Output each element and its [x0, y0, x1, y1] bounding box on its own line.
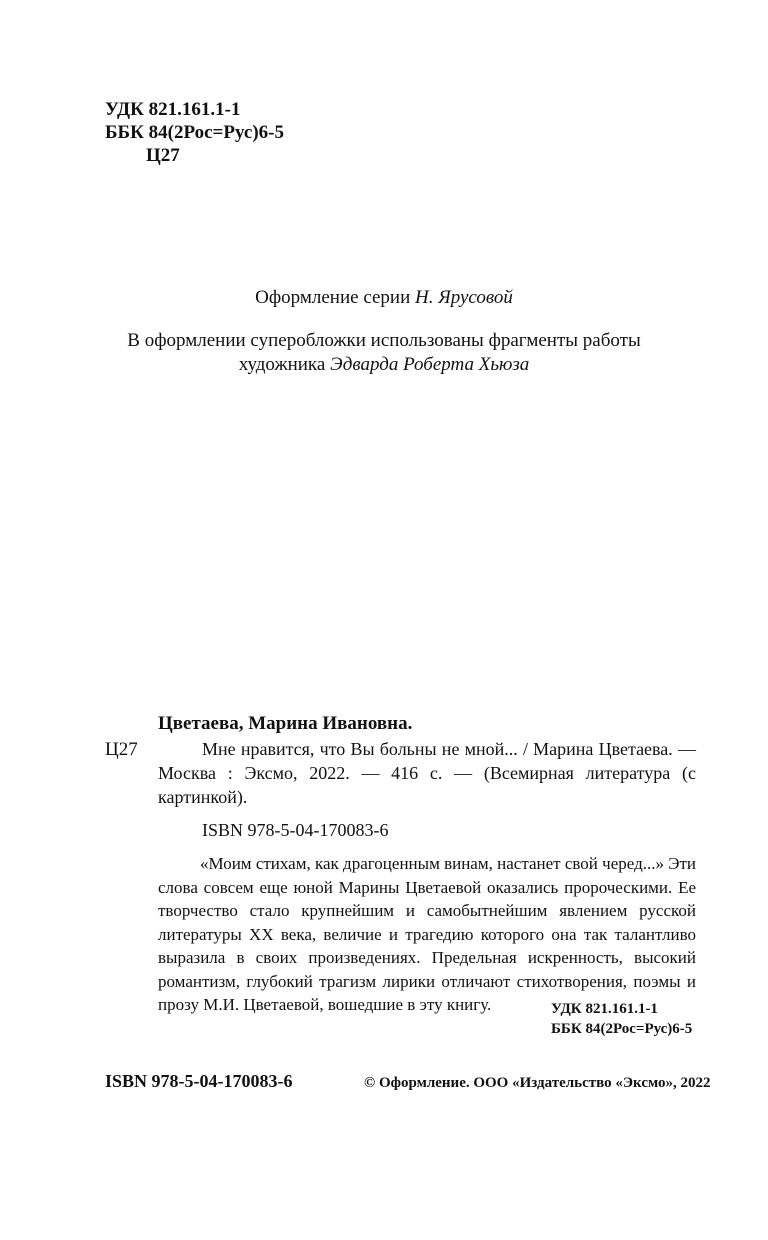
record-udk: УДК 821.161.1-1	[551, 1001, 658, 1017]
udk-code: УДК 821.161.1-1	[105, 99, 241, 120]
series-designer-name: Н. Ярусовой	[415, 287, 513, 308]
cover-credit-line2	[0, 352, 768, 378]
cover-artist-name: Эдварда Роберта Хьюза	[330, 354, 530, 375]
record-description: Мне нравится, что Вы больны не мной... / Марина Цветаева. — Москва : Эксмо, 2022. — 416 с. — (Всемирная литература (с картинкой).	[158, 739, 696, 807]
record-bbk: ББК 84(2Рос=Рус)6-5	[551, 1021, 693, 1037]
record-author-sign: Ц27	[105, 739, 138, 760]
series-design-credit	[0, 285, 768, 311]
record-annotation: «Моим стихам, как драгоценным винам, настанет свой черед...» Эти слова совсем еще юной Марины Цветаевой оказались пророческими. Ее творчество стало крупнейшим и самобытнейшим явлением русской литературы XX века, величие и трагедию которого она так талантливо выразила в своих произведениях. Предельная искренность, высокий романтизм, глубокий трагизм лирики отличают стихотворения, поэмы и прозу М.И. Цветаевой, вошедшие в эту книгу.	[158, 854, 696, 1014]
record-heading: Цветаева, Марина Ивановна.	[158, 713, 413, 734]
series-credit-prefix: Оформление серии	[255, 287, 416, 308]
author-sign: Ц27	[146, 145, 180, 166]
cover-credit-prefix: художника	[238, 354, 331, 375]
footer-isbn: ISBN 978-5-04-170083-6	[105, 1071, 293, 1091]
cover-credit-line1: В оформлении суперобложки использованы фрагменты работы	[127, 330, 641, 351]
bbk-code: ББК 84(2Рос=Рус)6-5	[105, 122, 284, 143]
record-isbn: ISBN 978-5-04-170083-6	[202, 820, 389, 840]
footer-copyright: © Оформление. ООО «Издательство «Эксмо», 2022	[364, 1075, 711, 1091]
